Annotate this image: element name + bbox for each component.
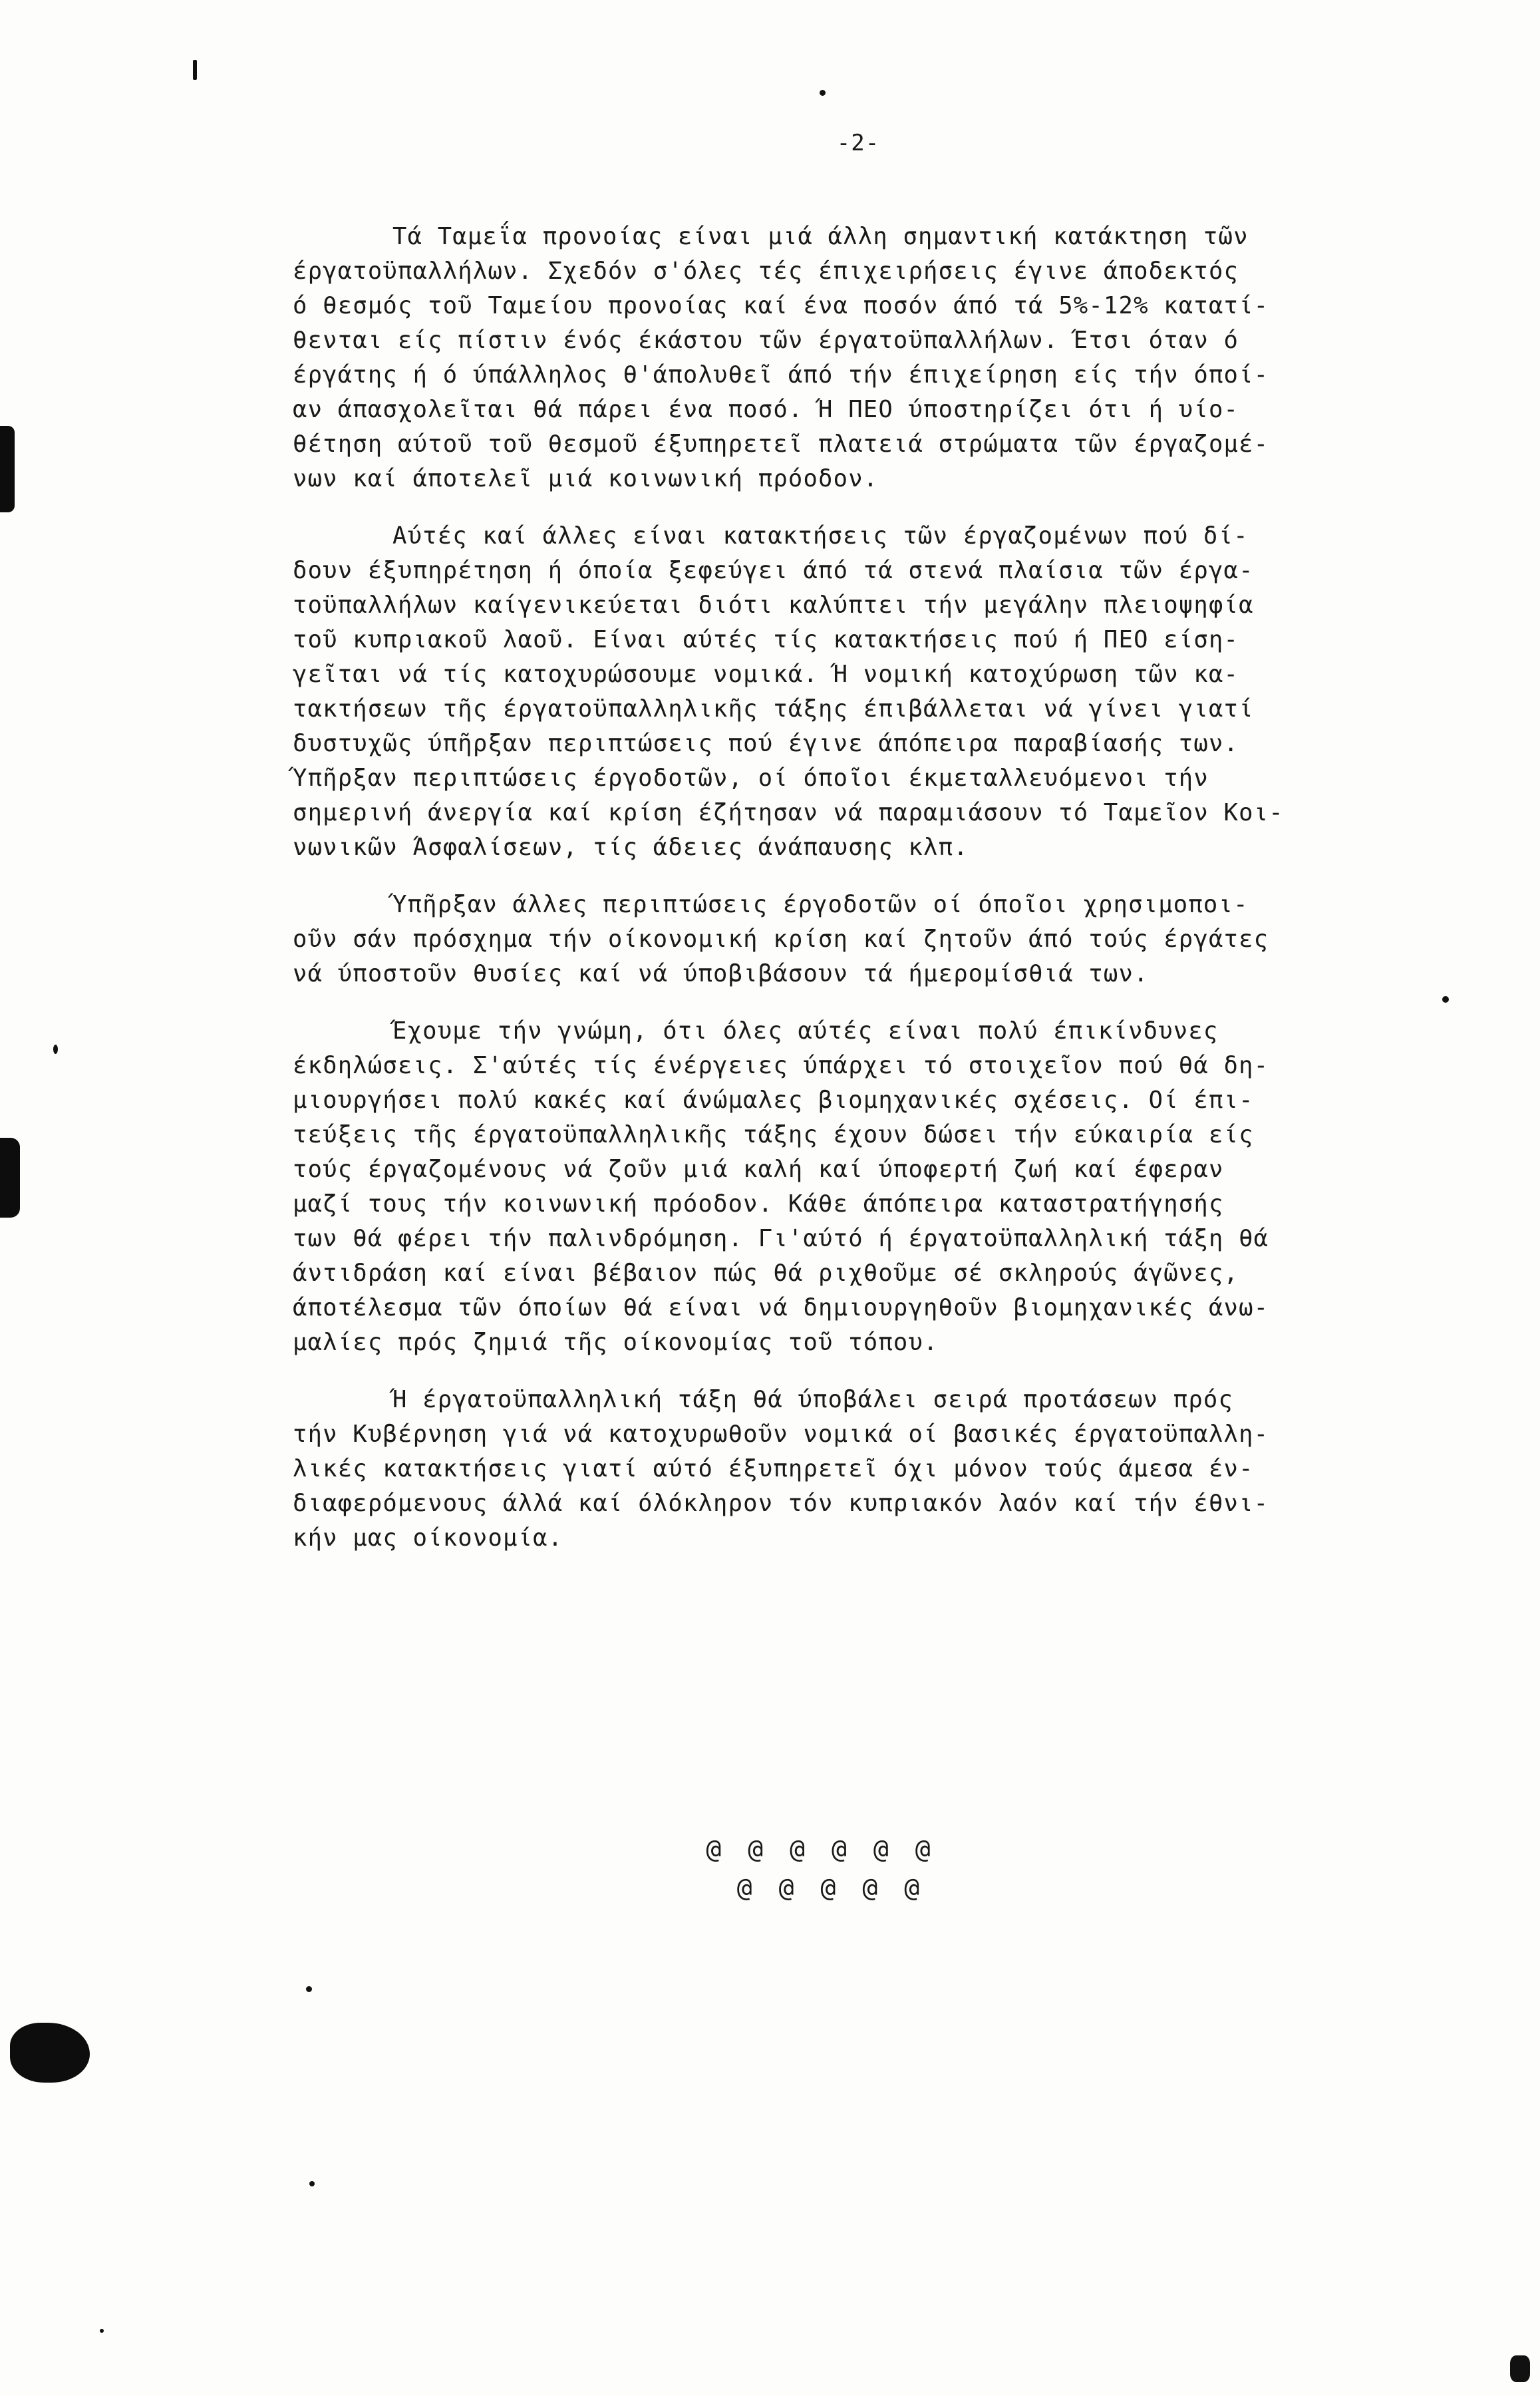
scan-speck — [306, 1986, 312, 1992]
text-line: τοῦ κυπριακοῦ λαοῦ. Είναι αύτές τίς κατακτήσεις πού ή ΠΕΟ είση- — [293, 626, 1239, 653]
text-line: γεῖται νά τίς κατοχυρώσουμε νομικά. Ή νομική κατοχύρωση τῶν κα- — [293, 661, 1239, 688]
text-line: Ύπῆρξαν περιπτώσεις έργοδοτῶν, οί όποῖοι έκμεταλλευόμενοι τήν — [293, 765, 1209, 792]
text-line: θέτηση αύτοῦ τοῦ θεσμοῦ έξυπηρετεῖ πλατειά στρώματα τῶν έργαζομέ- — [293, 430, 1269, 458]
text-line: θενται είς πίστιν ένός έκάστου τῶν έργατοϋπαλλήλων. Έτσι όταν ό — [293, 327, 1239, 354]
text-line: έκδηλώσεις. Σ'αύτές τίς ένέργειες ύπάρχει τό στοιχεῖον πού θά δη- — [293, 1052, 1269, 1079]
scan-speck — [820, 90, 826, 96]
text-line: μιουργήσει πολύ κακές καί άνώμαλες βιομηχανικές σχέσεις. Οί έπι- — [293, 1087, 1254, 1114]
text-line: κήν μας οίκονομία. — [293, 1524, 563, 1552]
text-line: έργατοϋπαλλήλων. Σχεδόν σ'όλες τές έπιχειρήσεις έγινε άποδεκτός — [293, 257, 1239, 285]
text-line: άποτέλεσμα τῶν όποίων θά είναι νά δημιουργηθοῦν βιομηχανικές άνω- — [293, 1294, 1269, 1321]
paragraph-3 — [293, 888, 1450, 991]
text-line: Έχουμε τήν γνώμη, ότι όλες αύτές είναι πολύ έπικίνδυνες — [392, 1017, 1219, 1045]
text-line: νων καί άποτελεῖ μιά κοινωνική πρόοδον. — [293, 465, 879, 492]
scan-speck — [53, 1045, 58, 1054]
text-line: σημερινή άνεργία καί κρίση έζήτησαν νά παραμιάσουν τό Ταμεῖον Κοι- — [293, 799, 1284, 826]
text-line: λικές κατακτήσεις γιατί αύτό έξυπηρετεῖ όχι μόνον τούς άμεσα έν- — [293, 1455, 1254, 1482]
text-line: Αύτές καί άλλες είναι κατακτήσεις τῶν έργαζομένων πού δί- — [392, 522, 1249, 550]
text-line: μαζί τους τήν κοινωνική πρόοδον. Κάθε άπόπειρα καταστρατήγησής — [293, 1190, 1224, 1218]
scan-speck — [1442, 996, 1449, 1003]
text-line: μαλίες πρός ζημιά τῆς οίκονομίας τοῦ τόπου. — [293, 1329, 939, 1356]
text-line: διαφερόμενους άλλά καί όλόκληρον τόν κυπριακόν λαόν καί τήν έθνι- — [293, 1490, 1269, 1517]
text-line: τακτήσεων τῆς έργατοϋπαλληλικῆς τάξης έπιβάλλεται νά γίνει γιατί — [293, 695, 1254, 723]
scan-blot-left-top — [0, 426, 15, 512]
scan-speck — [309, 2181, 315, 2186]
text-line: οῦν σάν πρόσχημα τήν οίκονομική κρίση καί ζητοῦν άπό τούς έργάτες — [293, 926, 1269, 953]
text-line: τοϋπαλλήλων καίγενικεύεται διότι καλύπτει τήν μεγάλην πλειοψηφία — [293, 592, 1254, 619]
text-line: Τά Ταμεΐα προνοίας είναι μιά άλλη σημαντική κατάκτηση τῶν — [392, 223, 1249, 250]
scan-speck — [100, 2329, 104, 2333]
text-line: δυστυχῶς ύπῆρξαν περιπτώσεις πού έγινε άπόπειρα παραβίασής των. — [293, 730, 1239, 757]
scan-blot-left-bottom — [10, 2023, 90, 2083]
closing-ornament — [625, 1830, 1038, 1907]
text-line: τούς έργαζομένους νά ζοῦν μιά καλή καί ύποφερτή ζωή καί έφεραν — [293, 1156, 1224, 1183]
text-line: Ή έργατοϋπαλληλική τάξη θά ύποβάλει σειρά προτάσεων πρός — [392, 1386, 1234, 1413]
text-line: των θά φέρει τήν παλινδρόμηση. Γι'αύτό ή έργατοϋπαλληλική τάξη θά — [293, 1225, 1269, 1252]
text-line: τεύξεις τῆς έργατοϋπαλληλικῆς τάξης έχουν δώσει τήν εύκαιρία είς — [293, 1121, 1254, 1148]
page-number: -2- — [836, 130, 880, 156]
text-line: Ύπῆρξαν άλλες περιπτώσεις έργοδοτῶν οί όποῖοι χρησιμοποι- — [392, 891, 1249, 918]
text-line: δουν έξυπηρέτηση ή όποία ξεφεύγει άπό τά στενά πλαίσια τῶν έργα- — [293, 557, 1254, 584]
text-line: νά ύποστοῦν θυσίες καί νά ύποβιβάσουν τά ήμερομίσθιά των. — [293, 960, 1149, 987]
paragraph-1 — [293, 220, 1450, 496]
paragraph-5 — [293, 1383, 1450, 1556]
scan-blot-left-middle — [0, 1138, 20, 1218]
text-line: νωνικῶν Άσφαλίσεων, τίς άδειες άνάπαυσης κλπ. — [293, 834, 969, 861]
ornament-row-1: @@@@@@ — [706, 1834, 957, 1864]
ornament-row-2: @@@@@ — [736, 1873, 947, 1902]
text-line: άντιδράση καί είναι βέβαιον πώς θά ριχθοῦμε σέ σκληρούς άγῶνες, — [293, 1260, 1239, 1287]
scan-speck — [1510, 2355, 1530, 2382]
scan-speck — [193, 60, 197, 80]
text-line: έργάτης ή ό ύπάλληλος θ'άπολυθεῖ άπό τήν έπιχείρηση είς τήν όποί- — [293, 361, 1269, 389]
document-body — [293, 220, 1450, 1578]
text-line: αν άπασχολεῖται θά πάρει ένα ποσό. Ή ΠΕΟ ύποστηρίζει ότι ή υίο- — [293, 396, 1239, 423]
text-line: τήν Κυβέρνηση γιά νά κατοχυρωθοῦν νομικά οί βασικές έργατοϋπαλλη- — [293, 1421, 1269, 1448]
text-line: ό θεσμός τοῦ Ταμείου προνοίας καί ένα ποσόν άπό τά 5%-12% κατατί- — [293, 292, 1269, 319]
paragraph-2 — [293, 519, 1450, 865]
paragraph-4 — [293, 1014, 1450, 1360]
